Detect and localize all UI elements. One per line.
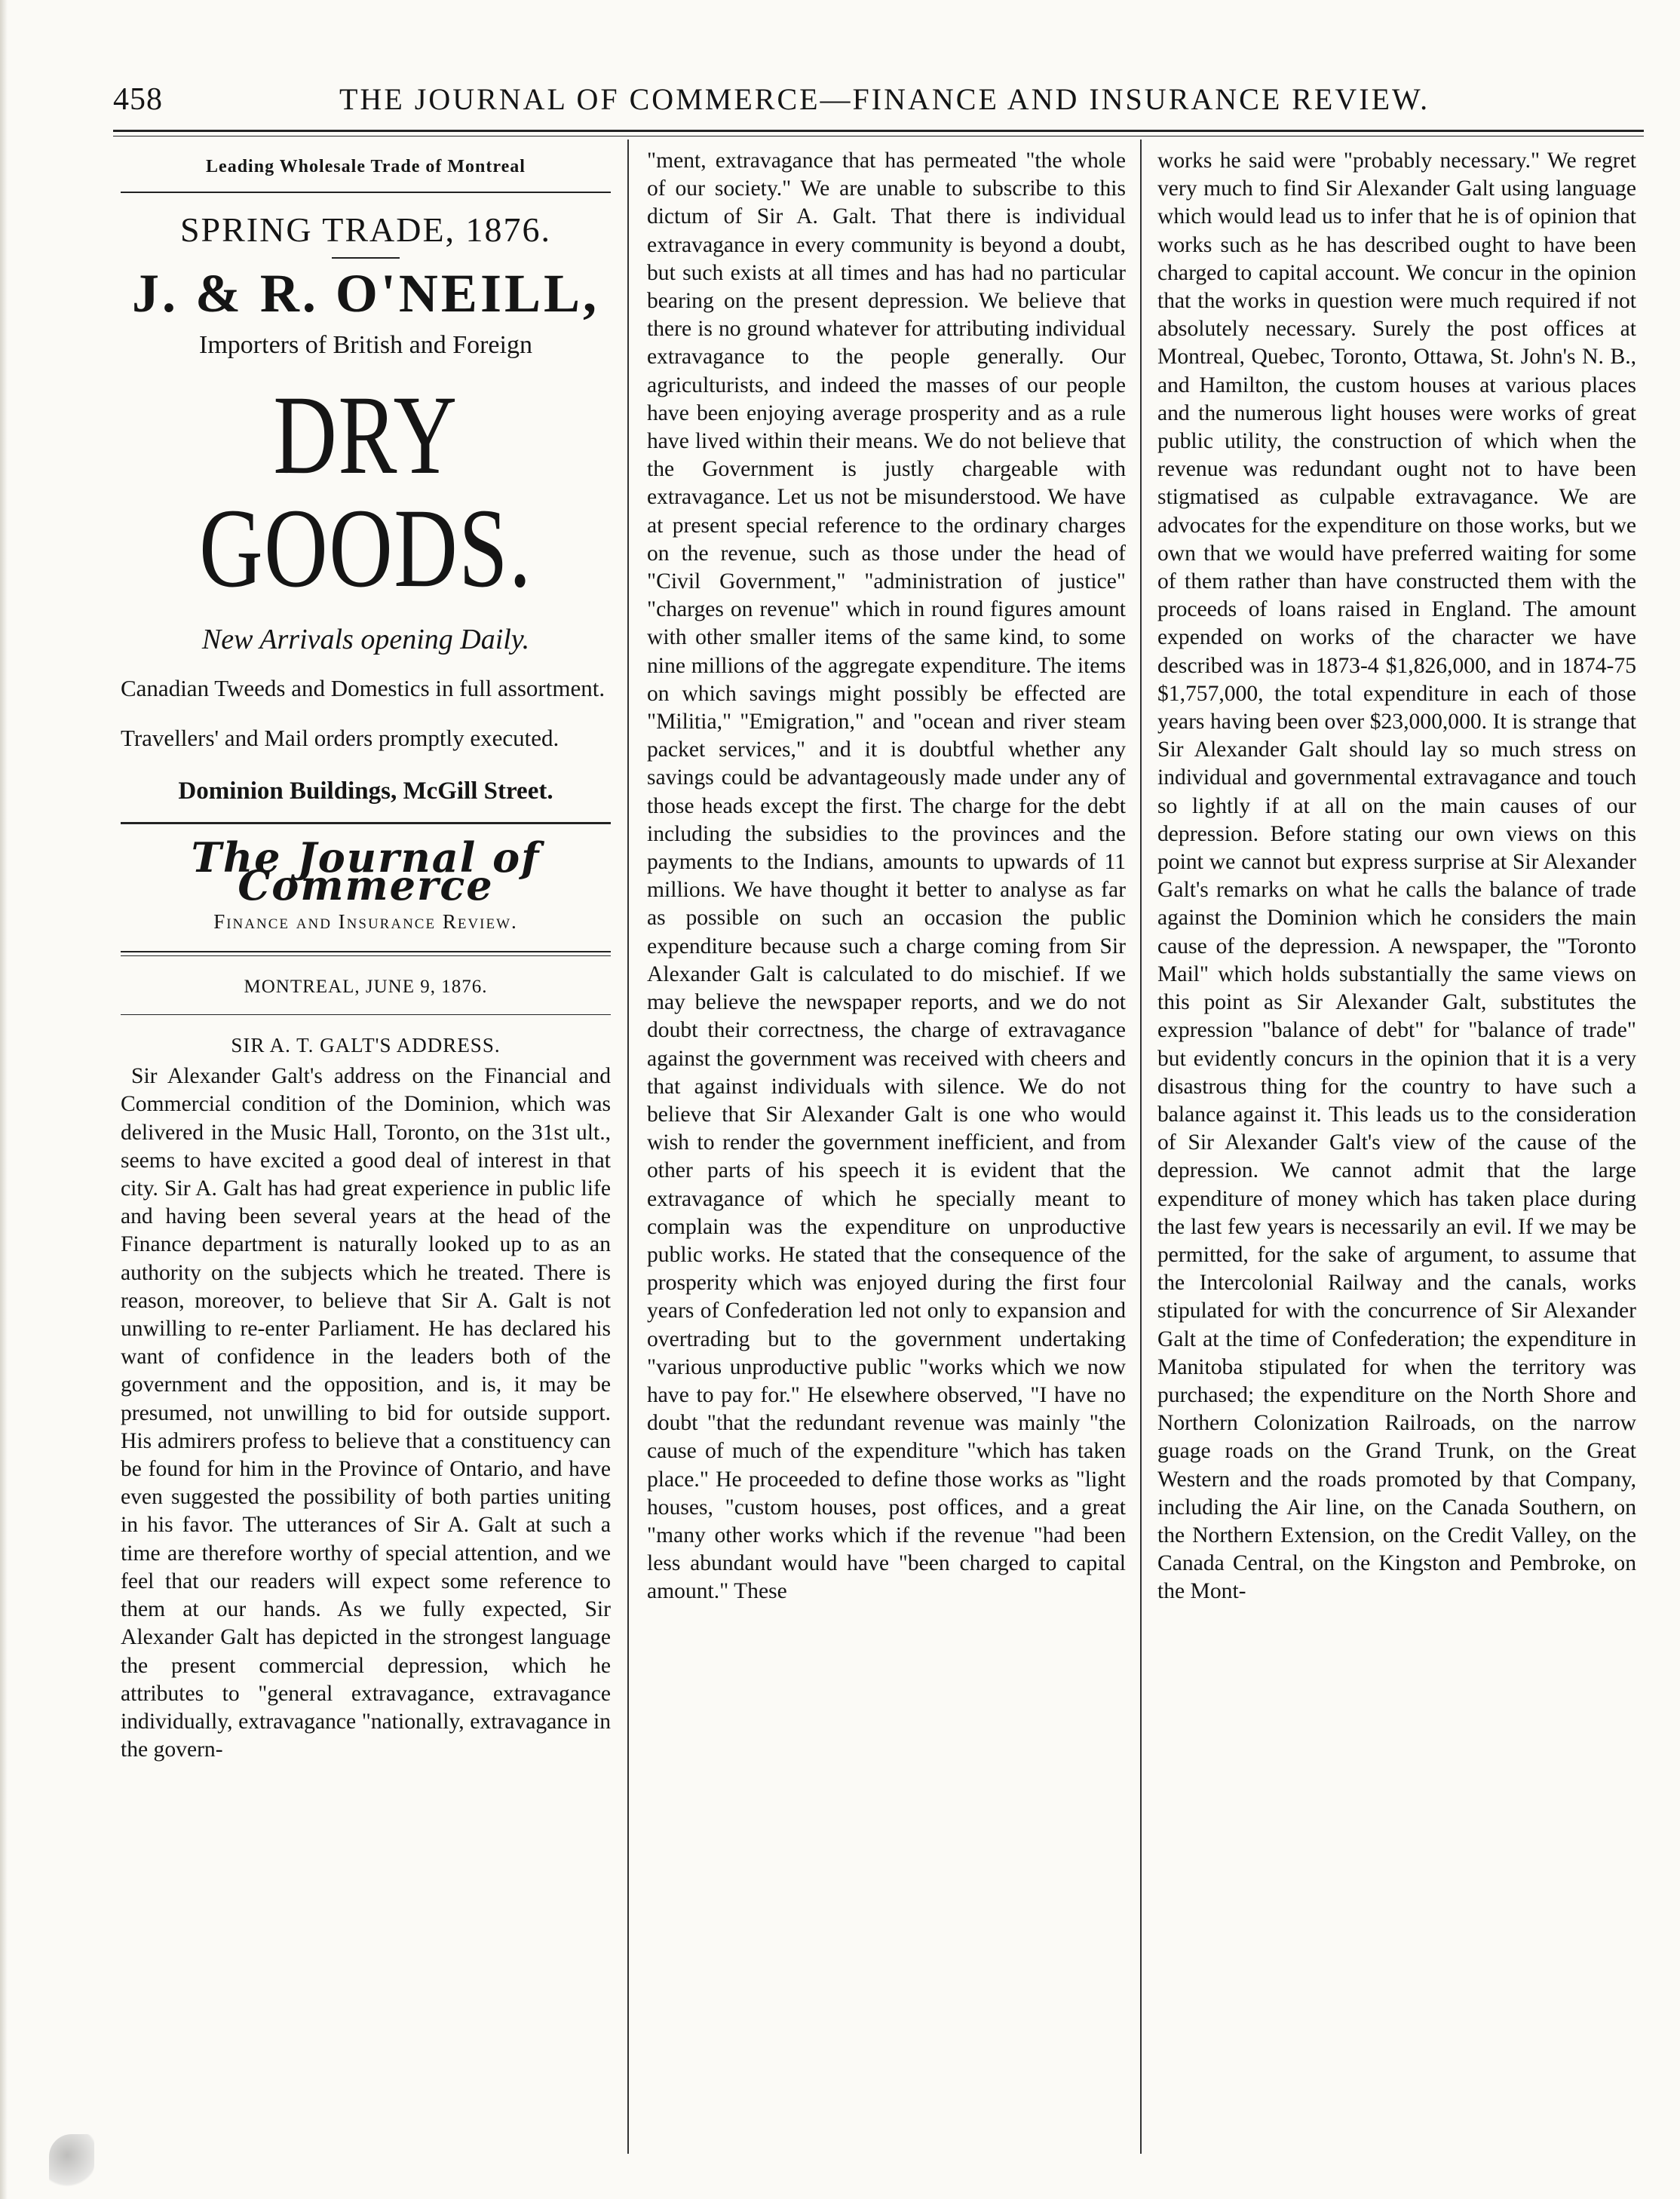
page-number: 458 [113,82,163,117]
ad-season: SPRING TRADE, 1876. [179,210,552,250]
column-3 [1157,147,1636,1606]
article-text-col2: "ment, extravagance that has permeated "the whole of our society." We are unable to subscribe to this dictum of Sir A. Galt. That there is individual extravagance in every community is beyond a doubt, but such exists at all times and has had no particular bearing on the present depression. We believe that there is no ground whatever for attributing individual extravagance to the people generally. Our agriculturists, and indeed the masses of our people have been enjoying average prosperity and as a rule have lived within their means. We do not believe that the Government is justly chargeable with extravagance. Let us not be misunderstood. We have at present special reference to the ordinary charges on the revenue, such as those under the head of "Civil Government," "administration of justice" "charges on revenue" which in round figures amount with other smaller items of the same kind, to some nine millions of the aggregate expenditure. The items on which savings might possibly be effected are "Militia," "Emigration," and "ocean and river steam packet services," and it is doubtful whether any savings could be advantageously made under any of those heads except the first. The charge for the debt including the subsidies to the provinces and the payments to the Indians, amounts to upwards of 11 millions. We have thought it better to analyse as far as possible on such an occasion the public expenditure because such a charge coming from Sir Alexander Galt is calculated to do mischief. If we may believe the newspaper reports, and we do not doubt their correctness, the charge of extravagance against the government was received with cheers and that against individuals with silence. We do not believe that Sir Alexander Galt is one who would wish to render the government inefficient, and from other parts of his speech it is evident that the extravagance of which he specially meant to complain was the expenditure on unproductive public works. He stated that the consequence of the prosperity which was enjoyed during the first four years of Confederation led not only to expansion and overtrading but to the government undertaking "various unproductive public "works which we now have to pay for." He elsewhere observed, "I have no doubt "that the redundant revenue was mainly "the cause of much of the expenditure "which has taken place." He proceeded to define those works as "light houses, "custom houses, post offices, and a great "many other works which if the revenue "had been less abundant would have "been charged to capital amount." These [647,149,1126,1604]
ad-product: DRY GOODS. [199,372,532,611]
column-rule-2 [1140,140,1142,2154]
page-header [113,75,1644,128]
page-edge [0,0,8,2199]
ad-arrivals: New Arrivals opening Daily. [201,623,530,655]
header-rule [113,130,1644,136]
article-text-col3: works he said were "probably necessary." We regret very much to find Sir Alexander Galt using language which would lead us to infer that he is of opinion that works such as he has described ought to have been charged to capital account. We concur in the opinion that the works in question were much required if not absolutely necessary. Surely the post offices at Montreal, Quebec, Toronto, Ottawa, St. John's N. B., and Hamilton, the custom houses at various places and the numerous light houses were works of great public utility, the construction of which when the revenue was redundant ought not to have been stigmatised as culpable extravagance. We are advocates for the expenditure on those works, but we own that we would have preferred waiting for some of them rather than have constructed them with the proceeds of loans raised in England. The amount expended on works of the character we have described was in 1873-4 $1,826,000, and in 1874-75 $1,757,000, the total expenditure in each of those years having been over $23,000,000. It is strange that Sir Alexander Galt should lay so much stress on individual and governmental extravagance and touch so lightly if at all on the main causes of our depression. Before stating our own views on this point we cannot but express surprise at Sir Alexander Galt's remarks on what he calls the balance of trade against the Dominion which he considers the main cause of the depression. A newspaper, the "Toronto Mail" which holds substantially the same views on this point as Sir Alexander Galt, substitutes the expression "balance of debt" for "balance of trade" but evidently concurs in the opinion that it is a very disastrous thing for the country to have such a balance against it. This leads us to the consideration of Sir Alexander Galt's view of the cause of the depression. We cannot admit that the large expenditure of money which has taken place during the last few years is necessarily an evil. If we may be permitted, for the sake of argument, to assume that the Intercolonial Railway and the canals, works stipulated for with the concurrence of Sir Alexander Galt at the time of Confederation; the expenditure in Manitoba stipulated for when the territory was purchased; the expenditure on the North Shore and Northern Colonization Railroads, on the narrow guage roads on the Grand Trunk, on the Great Western and the roads promoted by that Company, including the Air line, on the Canada Southern, on the Northern Extension, on the Credit Valley, on the Canada Central, on the Kingston and Pembroke, on the Mont- [1157,149,1636,1604]
advertisement [121,153,611,805]
paper-stain [49,2134,94,2187]
ad-line-tweeds: Canadian Tweeds and Domestics in full assortment. [121,675,605,702]
masthead-rule [121,822,611,824]
article-text-col1: Sir Alexander Galt's address on the Financial and Commercial condition of the Dominion, which was delivered in the Music Hall, Toronto, on the 31st ult., seems to have excited a good deal of interest in that city. Sir A. Galt has had great experience in public life and having been several years at the head of the Finance department is naturally looked up to as an authority on the subjects which he treated. There is reason, moreover, to believe that Sir A. Galt is not unwilling to re-enter Parliament. He has declared his want of confidence in the leaders both of the government and the opposition, and is, it may be presumed, not unwilling to bid for outside support. His admirers profess to believe that a constituency can be found for him in the Province of Ontario, and have even suggested the possibility of both parties uniting in his favor. The utterances of Sir A. Galt at such a time are therefore worthy of special attention, and we feel that our readers will expect some reference to them at our hands. As we fully expected, Sir Alexander Galt has depicted in the strongest language the present commercial depression, which he attributes to "general extravagance, extravagance individually, extravagance "nationally, extravagance in the govern- [121,1064,611,1762]
dateline-rule [121,1014,611,1015]
column-1 [121,147,611,1764]
dateline: MONTREAL, JUNE 9, 1876. [244,976,488,997]
masthead-subtitle: Finance and Insurance Review. [213,909,518,933]
ad-rule [121,192,611,193]
ad-address: Dominion Buildings, McGill Street. [178,777,553,805]
ad-short-rule [332,257,400,259]
masthead-title: The Journal of Commerce [191,833,541,910]
ad-firm-name: J. & R. O'NEILL, [131,263,600,324]
masthead-double-rule [121,951,611,956]
ad-kicker: Leading Wholesale Trade of Montreal [206,157,526,176]
running-title: THE JOURNAL OF COMMERCE—FINANCE AND INSURANCE REVIEW. [339,82,1430,116]
column-rule-1 [627,140,629,2154]
ad-line-orders: Travellers' and Mail orders promptly executed. [121,725,559,752]
ad-importers: Importers of British and Foreign [199,330,532,359]
column-2 [647,147,1126,1606]
article-title: SIR A. T. GALT'S ADDRESS. [231,1034,501,1057]
